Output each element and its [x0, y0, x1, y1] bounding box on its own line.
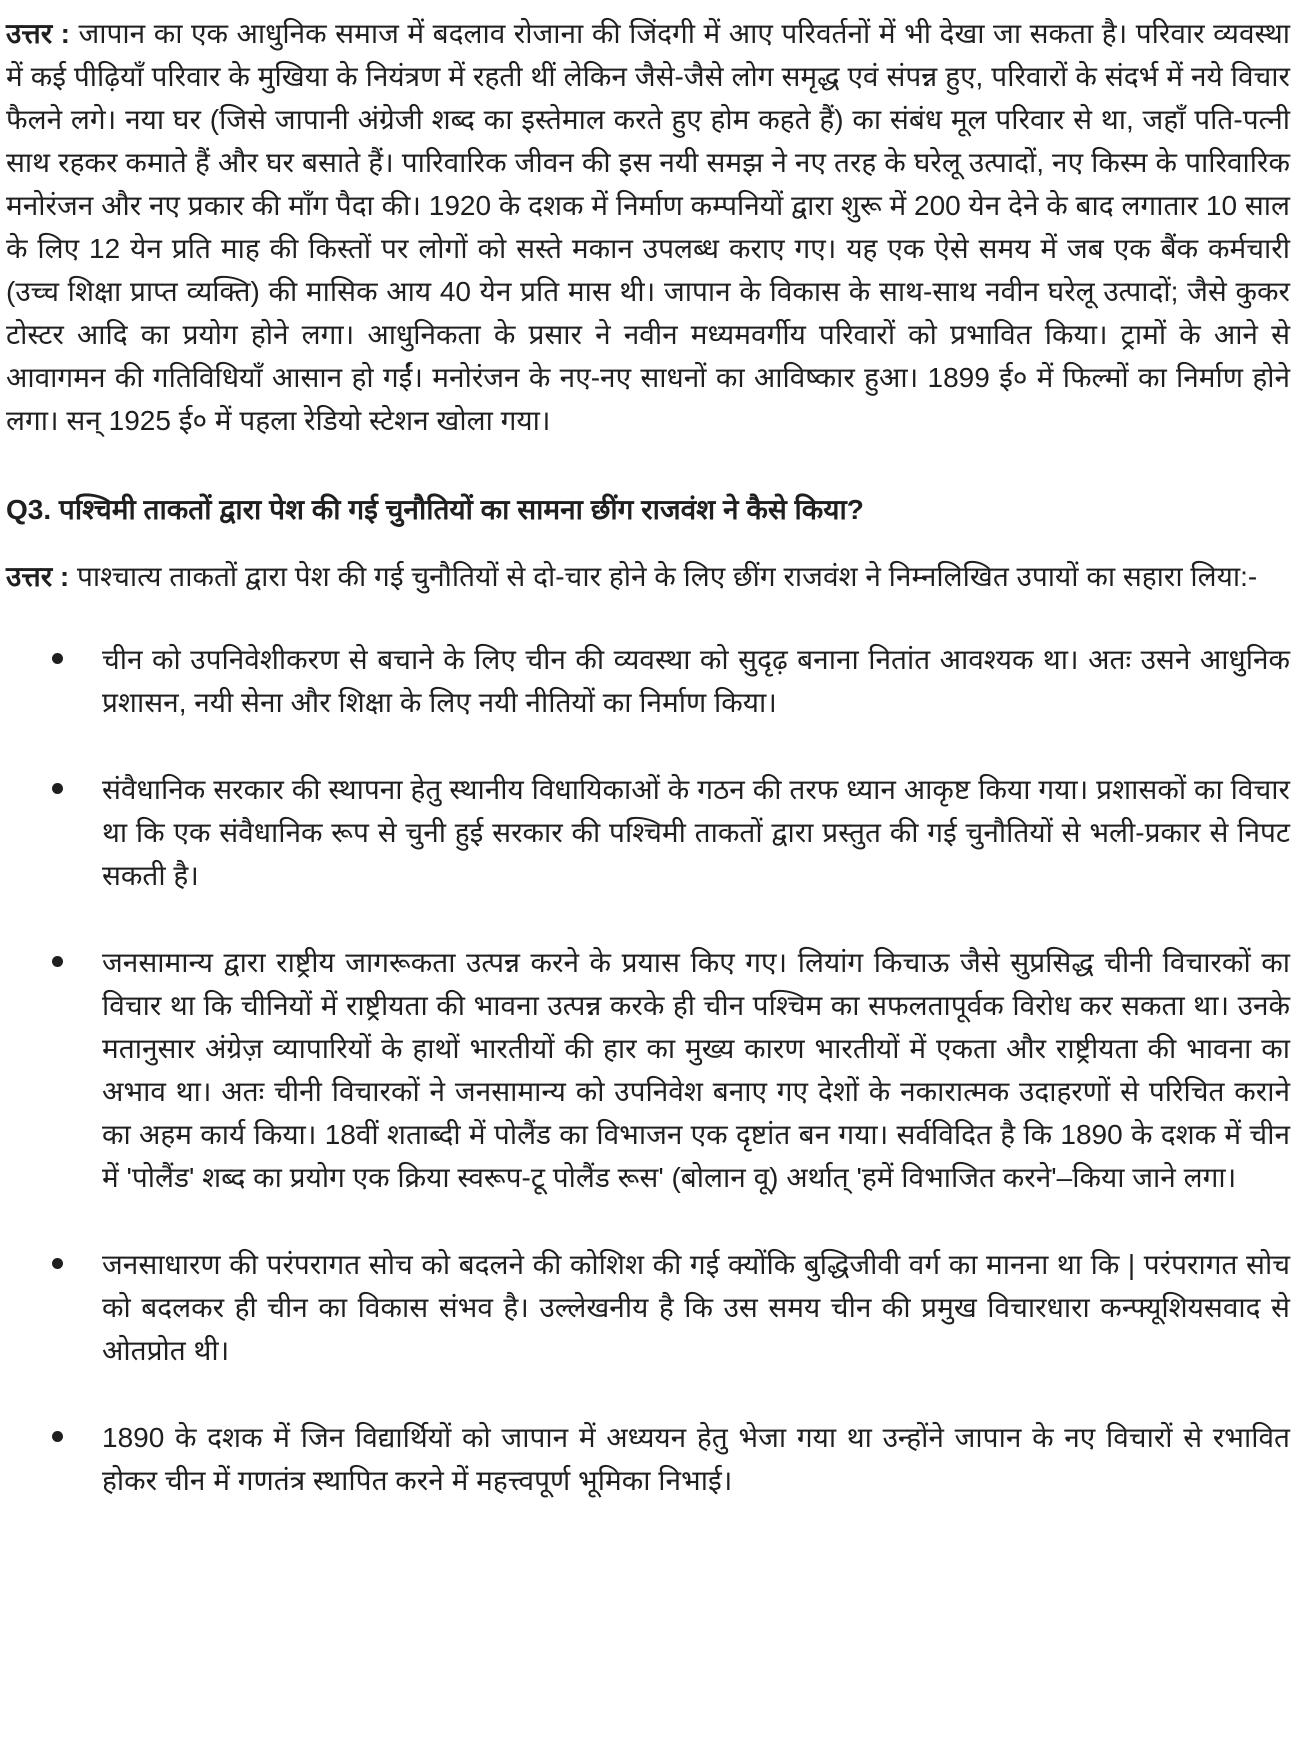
- bullet-item: [50, 941, 1290, 1199]
- bullet-text: 1890 के दशक में जिन विद्यार्थियों को जापान में अध्ययन हेतु भेजा गया था उन्होंने जापान के नए विचारों से रभावित होकर चीन में गणतंत्र स्थापित करने में महत्त्वपूर्ण भूमिका निभाई।: [102, 1422, 1290, 1496]
- bullet-item: [50, 1243, 1290, 1372]
- answer-q3-bullet-list: [6, 638, 1290, 1502]
- answer-q2-paragraph: [6, 12, 1290, 442]
- bullet-item: [50, 1416, 1290, 1502]
- bullet-text: जनसामान्य द्वारा राष्ट्रीय जागरूकता उत्पन्न करने के प्रयास किए गए। लियांग किचाऊ जैसे सुप्रसिद्ध चीनी विचारकों का विचार था कि चीनियों में राष्ट्रीयता की भावना उत्पन्न करके ही चीन पश्चिम का सफलतापूर्वक विरोध कर सकता था। उनके मतानुसार अंग्रेज़ व्यापारियों के हाथों भारतीयों की हार का मुख्य कारण भारतीयों में एकता और राष्ट्रीयता की भावना का अभाव था। अतः चीनी विचारकों ने जनसामान्य को उपनिवेश बनाए गए देशों के नकारात्मक उदाहरणों से परिचित कराने का अहम कार्य किया। 18वीं शताब्दी में पोलैंड का विभाजन एक दृष्टांत बन गया। सर्वविदित है कि 1890 के दशक में चीन में 'पोलैंड' शब्द का प्रयोग एक क्रिया स्वरूप-टू पोलैंड रूस' (बोलान वू) अर्थात् 'हमें विभाजित करने'–किया जाने लगा।: [102, 947, 1290, 1193]
- bullet-dot-icon: [52, 1431, 63, 1442]
- bullet-dot-icon: [52, 956, 63, 967]
- bullet-text: संवैधानिक सरकार की स्थापना हेतु स्थानीय विधायिकाओं के गठन की तरफ ध्यान आकृष्ट किया गया। प्रशासकों का विचार था कि एक संवैधानिक रूप से चुनी हुई सरकार की पश्चिमी ताकतों द्वारा प्रस्तुत की गई चुनौतियों से भली-प्रकार से निपट सकती है।: [102, 774, 1290, 891]
- bullet-item: [50, 768, 1290, 897]
- question3-number: Q3.: [6, 494, 52, 525]
- answer-q2-text: जापान का एक आधुनिक समाज में बदलाव रोजाना की जिंदगी में आए परिवर्तनों में भी देखा जा सकता है। परिवार व्यवस्था में कई पीढ़ियाँ परिवार के मुखिया के नियंत्रण में रहती थीं लेकिन जैसे-जैसे लोग समृद्ध एवं संपन्न हुए, परिवारों के संदर्भ में नये विचार फैलने लगे। नया घर (जिसे जापानी अंग्रेजी शब्द का इस्तेमाल करते हुए होम कहते हैं) का संबंध मूल परिवार से था, जहाँ पति-पत्नी साथ रहकर कमाते हैं और घर बसाते हैं। पारिवारिक जीवन की इस नयी समझ ने नए तरह के घरेलू उत्पादों, नए किस्म के पारिवारिक मनोरंजन और नए प्रकार की माँग पैदा की। 1920 के दशक में निर्माण कम्पनियों द्वारा शुरू में 200 येन देने के बाद लगातार 10 साल के लिए 12 येन प्रति माह की किस्तों पर लोगों को सस्ते मकान उपलब्ध कराए गए। यह एक ऐसे समय में जब एक बैंक कर्मचारी (उच्च शिक्षा प्राप्त व्यक्ति) की मासिक आय 40 येन प्रति मास थी। जापान के विकास के साथ-साथ नवीन घरेलू उत्पादों; जैसे कुकर टोस्टर आदि का प्रयोग होने लगा। आधुनिकता के प्रसार ने नवीन मध्यमवर्गीय परिवारों को प्रभावित किया। ट्रामों के आने से आवागमन की गतिविधियाँ आसान हो गईं। मनोरंजन के नए-नए साधनों का आविष्कार हुआ। 1899 ई० में फिल्मों का निर्माण होने लगा। सन् 1925 ई० में पहला रेडियो स्टेशन खोला गया।: [6, 18, 1290, 436]
- bullet-dot-icon: [52, 783, 63, 794]
- answer-q3-intro-text: पाश्चात्य ताकतों द्वारा पेश की गई चुनौतियों से दो-चार होने के लिए छींग राजवंश ने निम्नलिखित उपायों का सहारा लिया:-: [77, 561, 1258, 592]
- answer-q3-intro-paragraph: [6, 555, 1290, 598]
- bullet-text: जनसाधारण की परंपरागत सोच को बदलने की कोशिश की गई क्योंकि बुद्धिजीवी वर्ग का मानना था कि | परंपरागत सोच को बदलकर ही चीन का विकास संभव है। उल्लेखनीय है कि उस समय चीन की प्रमुख विचारधारा कन्फ्यूशियसवाद से ओतप्रोत थी।: [102, 1249, 1290, 1366]
- bullet-item: [50, 638, 1290, 724]
- question3-heading: [6, 488, 1290, 531]
- bullet-dot-icon: [52, 1258, 63, 1269]
- answer-q3-label: उत्तर :: [6, 561, 70, 592]
- bullet-text: चीन को उपनिवेशीकरण से बचाने के लिए चीन की व्यवस्था को सुदृढ़ बनाना नितांत आवश्यक था। अतः उसने आधुनिक प्रशासन, नयी सेना और शिक्षा के लिए नयी नीतियों का निर्माण किया।: [102, 644, 1290, 718]
- bullet-dot-icon: [52, 653, 63, 664]
- answer-q2-label: उत्तर :: [6, 18, 70, 49]
- question3-text: पश्चिमी ताकतों द्वारा पेश की गई चुनौतियों का सामना छींग राजवंश ने कैसे किया?: [58, 494, 864, 525]
